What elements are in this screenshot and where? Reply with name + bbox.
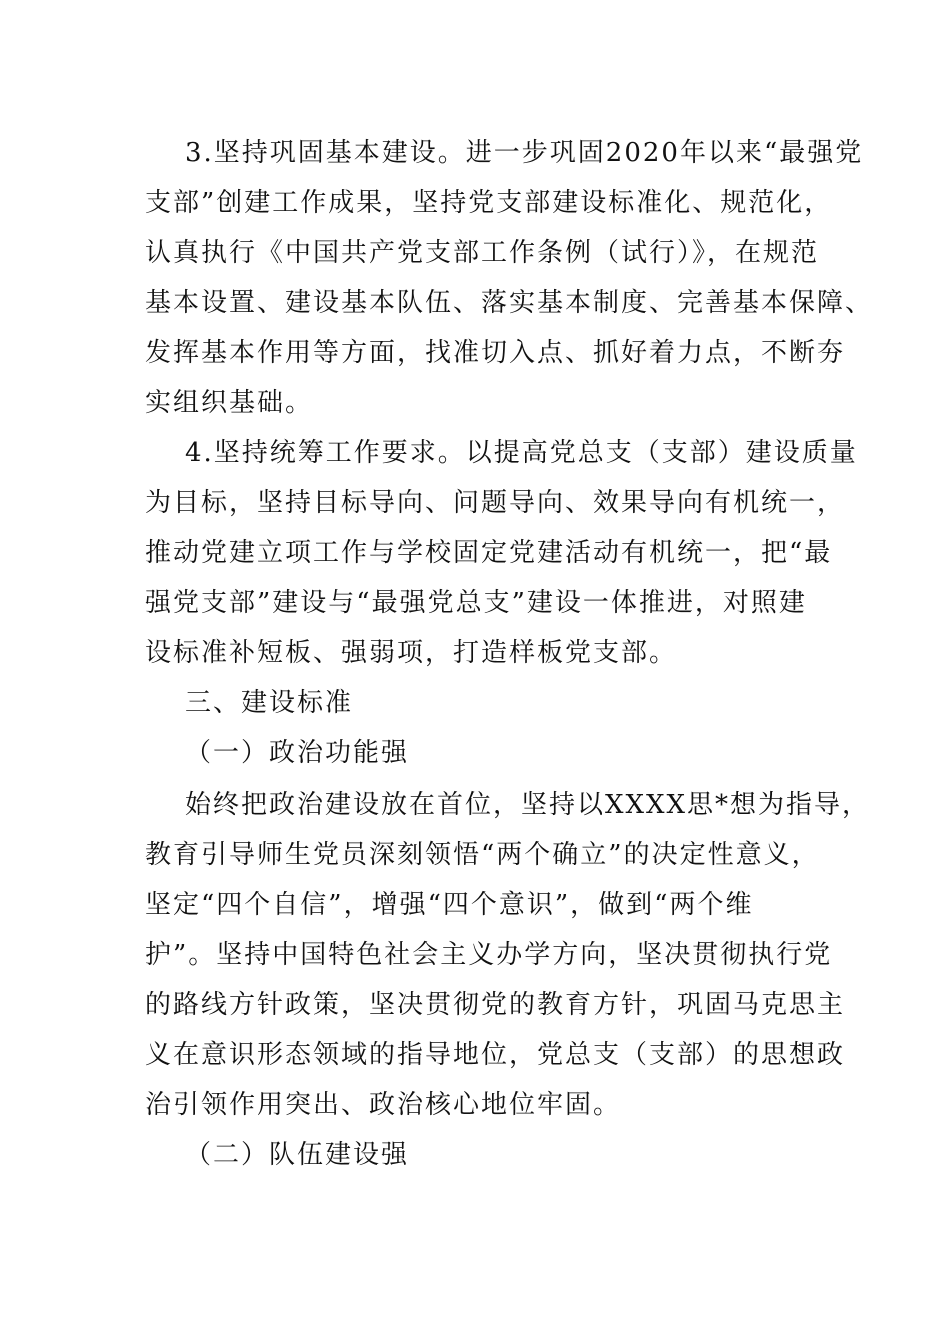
subheading-team-building: （二）队伍建设强 (185, 1140, 410, 1170)
paragraph-political-line-6: 义在意识形态领域的指导地位，党总支（支部）的思想政 (145, 1040, 846, 1070)
paragraph-3-line-6: 实组织基础。 (145, 388, 314, 418)
section-heading-standards: 三、建设标准 (185, 688, 354, 718)
paragraph-3-line-3: 认真执行《中国共产党支部工作条例（试行）》，在规范 (145, 238, 820, 268)
paragraph-4-line-4: 强党支部”建设与“最强党总支”建设一体推进，对照建 (145, 588, 807, 618)
paragraph-3-line-1: 3.坚持巩固基本建设。进一步巩固2020年以来“最强党 (185, 138, 864, 168)
paragraph-political-line-7: 治引领作用突出、政治核心地位牢固。 (145, 1090, 622, 1120)
paragraph-4-line-1: 4.坚持统筹工作要求。以提高党总支（支部）建设质量 (185, 438, 858, 468)
paragraph-political-line-4: 护”。坚持中国特色社会主义办学方向，坚决贯彻执行党 (145, 940, 833, 970)
paragraph-political-line-3: 坚定“四个自信”，增强“四个意识”，做到“两个维 (145, 890, 754, 920)
paragraph-political-line-2: 教育引导师生党员深刻领悟“两个确立”的决定性意义， (145, 840, 820, 870)
paragraph-4-line-3: 推动党建立项工作与学校固定党建活动有机统一，把“最 (145, 538, 833, 568)
paragraph-3-line-5: 发挥基本作用等方面，找准切入点、抓好着力点，不断夯 (145, 338, 846, 368)
paragraph-4-line-2: 为目标，坚持目标导向、问题导向、效果导向有机统一， (145, 488, 846, 518)
paragraph-3-line-2: 支部”创建工作成果，坚持党支部建设标准化、规范化， (145, 188, 833, 218)
subheading-political-function: （一）政治功能强 (185, 738, 410, 768)
paragraph-4-line-5: 设标准补短板、强弱项，打造样板党支部。 (145, 638, 678, 668)
paragraph-political-line-1: 始终把政治建设放在首位，坚持以XXXX思*想为指导， (185, 790, 871, 820)
paragraph-political-line-5: 的路线方针政策，坚决贯彻党的教育方针，巩固马克思主 (145, 990, 846, 1020)
paragraph-3-line-4: 基本设置、建设基本队伍、落实基本制度、完善基本保障、 (145, 288, 874, 318)
